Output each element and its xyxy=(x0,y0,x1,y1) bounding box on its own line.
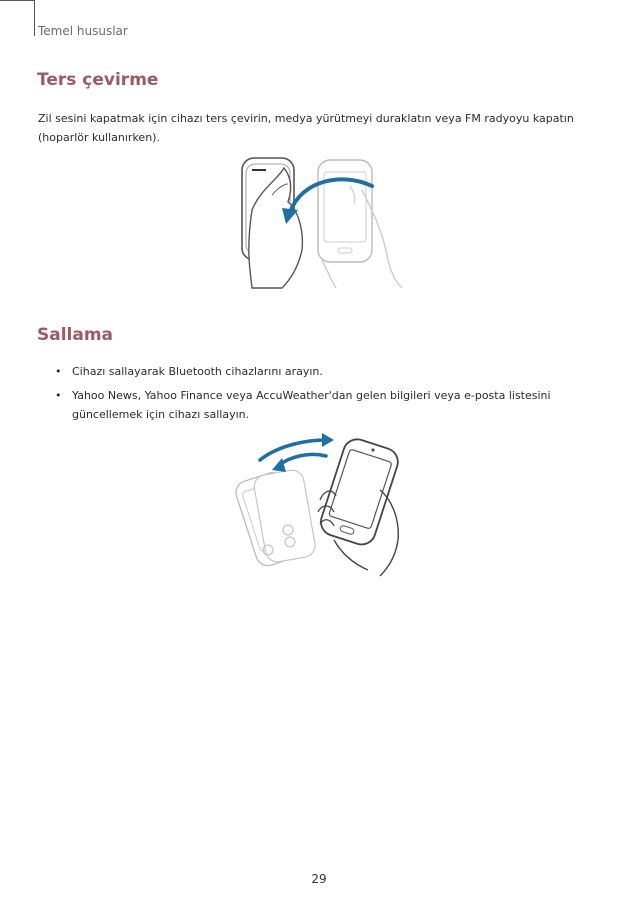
page-corner-mark-top xyxy=(0,0,34,1)
list-item-text: Cihazı sallayarak Bluetooth cihazlarını arayın. xyxy=(72,365,323,378)
section-title-shake: Sallama xyxy=(37,325,114,345)
shake-bullet-list xyxy=(38,362,598,429)
chapter-title: Temel hususlar xyxy=(38,24,128,38)
list-item-text: Yahoo News, Yahoo Finance veya AccuWeather'dan gelen bilgileri veya e-posta listesini güncellemek için cihazı sallayın. xyxy=(72,389,551,421)
shake-gesture-illustration xyxy=(230,430,410,580)
section-title-flip: Ters çevirme xyxy=(37,70,159,90)
page-number: 29 xyxy=(311,872,327,886)
list-item xyxy=(38,386,598,424)
page-corner-mark xyxy=(34,0,35,36)
flip-gesture-illustration xyxy=(232,150,412,290)
section-flip-text: Zil sesini kapatmak için cihazı ters çevirin, medya yürütmeyi duraklatın veya FM radyoyu kapatın (hoparlör kullanırken). xyxy=(38,112,574,144)
bullet-icon: • xyxy=(55,389,62,402)
list-item xyxy=(38,362,598,381)
bullet-icon: • xyxy=(55,365,62,378)
